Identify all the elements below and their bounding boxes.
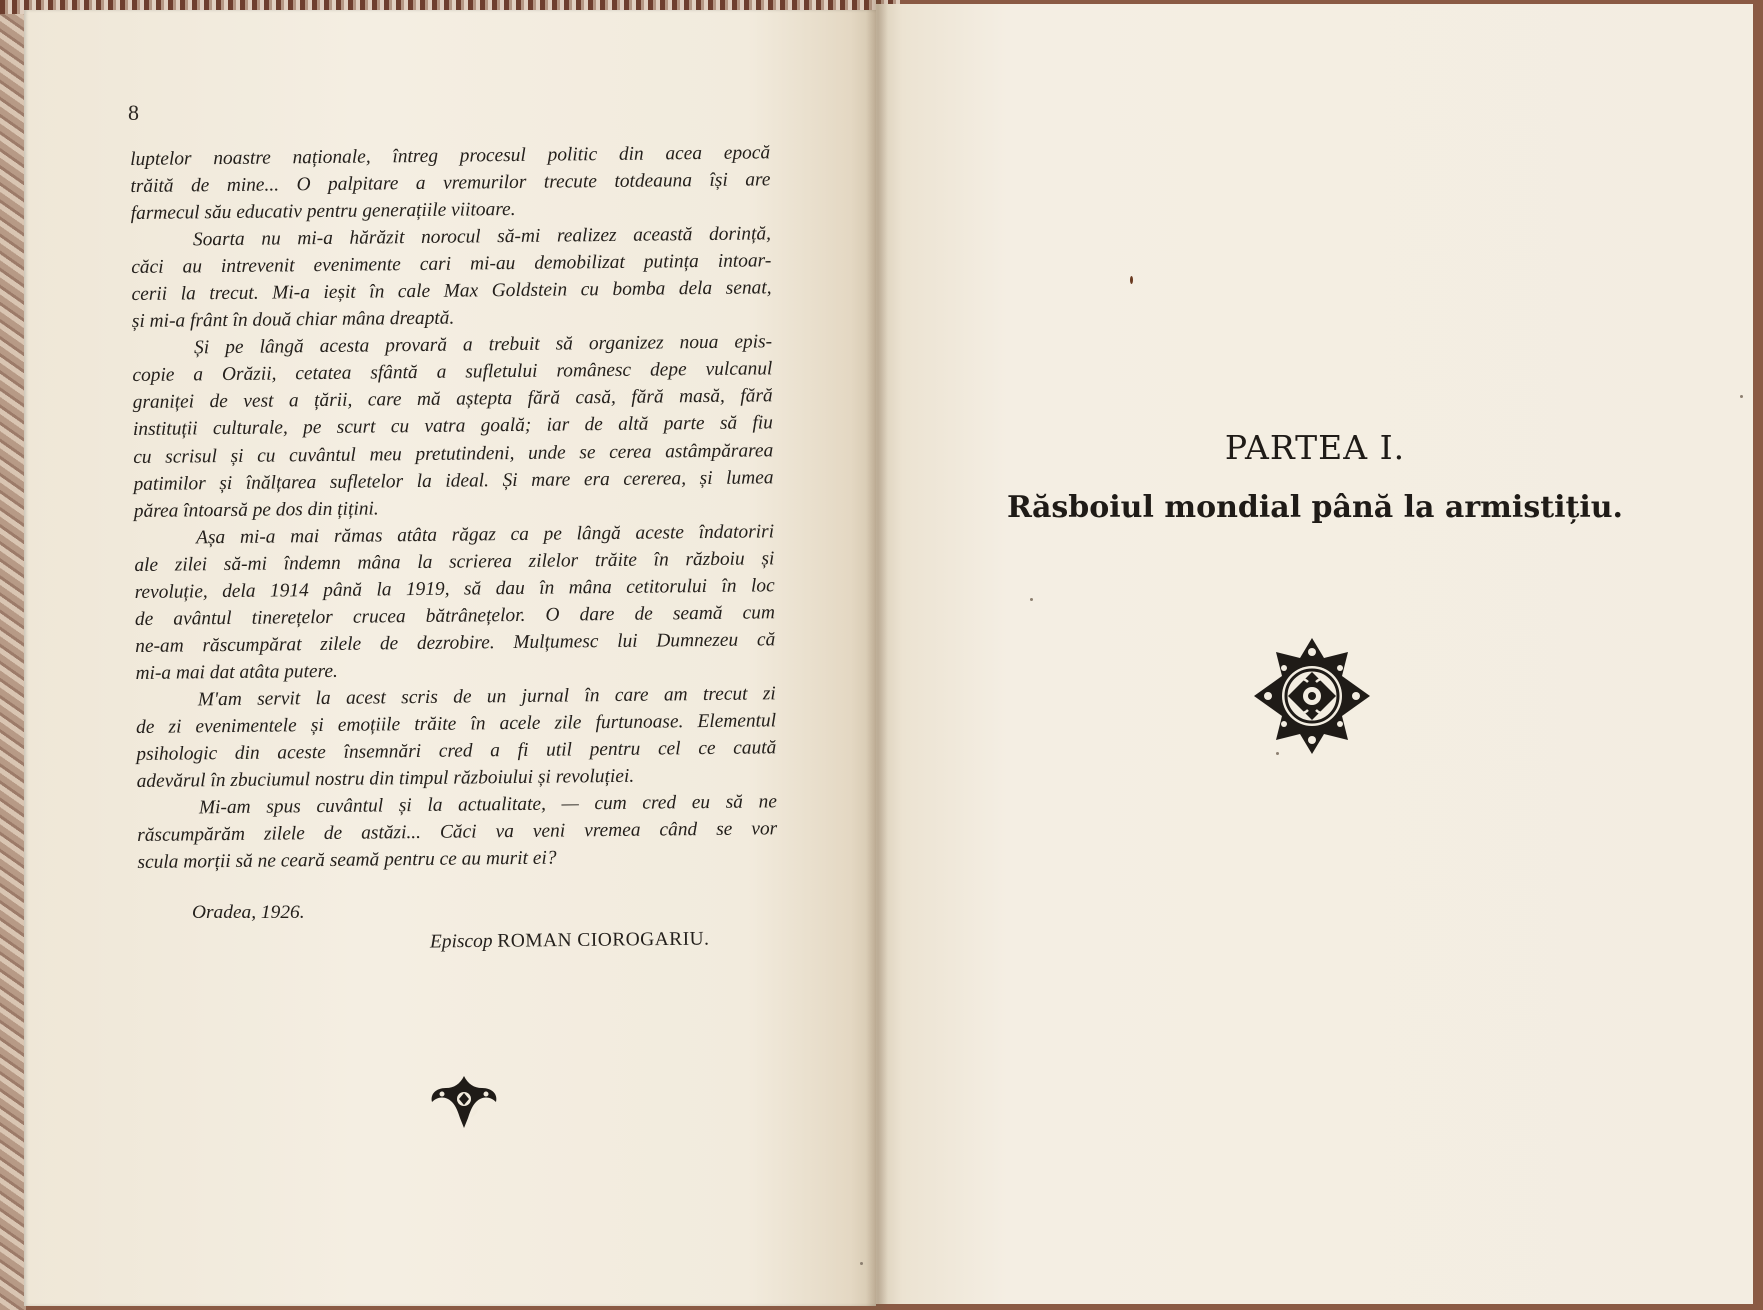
text-line: cu scrisul și cu cuvântul meu pretutindeni, unde se cerea astâmpărarea: [133, 439, 774, 468]
rosette-ornament-icon: [1250, 634, 1374, 758]
text-line: ne-am răscumpărat zilele de dezrobire. Mulțumesc lui Dumnezeu că: [135, 629, 776, 657]
text-line: farmecul său educativ pentru generațiile viitoare.: [130, 199, 516, 225]
text-line: și mi-a frânt în două chiar mâna dreaptă.: [131, 307, 455, 333]
paper-speck: [860, 1262, 863, 1265]
text-line: Soarta nu mi-a hărăzit norocul să-mi realizez această dorință,: [192, 223, 772, 251]
text-line: trăită de mine... O palpitare a vremurilor trecute totdeauna își are: [130, 169, 771, 198]
text-line: adevărul în zbuciumul nostru din timpul războiului și revoluției.: [136, 765, 635, 793]
text-line: scula morții să ne ceară seamă pentru ce au murit ei?: [137, 847, 557, 874]
text-line: patimilor și înălțarea sufletelor la ideal. Și mare era cererea, și lumea: [133, 466, 774, 495]
text-line: de avântul tinerețelor crucea bătrânețelor. O dare de seamă cum: [134, 602, 776, 630]
text-line: Așa mi-a mai rămas atâta răgaz ca pe lângă aceste îndatoriri: [195, 520, 775, 548]
body-text: [130, 139, 778, 876]
text-line: instituții culturale, pe scurt cu vatra goală; iar de altă parte să fiu: [132, 412, 774, 441]
book-gutter: [866, 0, 888, 1310]
signature-name: ROMAN CIOROGARIU.: [497, 928, 710, 952]
text-line: luptelor noastre naționale, întreg procesul politic din acea epocă: [130, 142, 771, 170]
page-number: 8: [128, 100, 139, 125]
signature-role: Episcop: [429, 930, 493, 953]
text-line: ale zilei să-mi îndemn mâna la scrierea zilelor trăite în războiu și: [134, 547, 775, 576]
text-line: M'am servit la acest scris de un jurnal în care am trecut zi: [197, 683, 776, 711]
paper-speck: [1740, 395, 1743, 398]
part-subtitle: Răsboiul mondial până la armistițiu.: [1007, 490, 1623, 525]
fleuron-ornament-icon: [428, 1072, 500, 1132]
text-line: de zi evenimentele și emoțiile trăite în acele zile furtunoase. Elementul: [135, 710, 777, 738]
paper-speck: [1030, 598, 1033, 601]
part-title: PARTEA I.: [1224, 428, 1406, 467]
paper-speck: [1276, 752, 1279, 755]
text-line: cerii la trecut. Mi-a ieșit în cale Max Goldstein cu bomba dela senat,: [131, 277, 772, 306]
signature: [430, 929, 710, 954]
text-line: mi-a mai dat atâta putere.: [135, 660, 338, 684]
endpaper-pattern: [0, 0, 26, 1310]
paper-speck: [1130, 276, 1133, 284]
text-line: răscumpărăm zilele de astăzi... Căci va veni vremea când se vor: [137, 818, 778, 847]
text-line: psihologic din aceste însemnări cred a fi util pentru cel ce caută: [136, 737, 777, 765]
text-line: căci au intrevenit evenimente cari mi-au demobilizat putința intoar-: [131, 250, 772, 279]
text-line: părea întoarsă pe dos din țițini.: [133, 498, 379, 522]
text-line: Mi-am spus cuvântul și la actualitate, — cum cred eu să ne: [198, 791, 778, 819]
text-line: revoluție, dela 1914 până la 1919, să dau în mâna cetitorului în loc: [134, 575, 775, 603]
text-line: Și pe lângă acesta provară a trebuit să organizez noua epis-: [194, 331, 773, 359]
dateline: Oradea, 1926.: [192, 902, 305, 923]
text-line: copie a Orăzii, cetatea sfântă a sufletului românesc depe vulcanul: [132, 358, 773, 387]
text-line: graniței de vest a țării, care mă aștepta fără casă, fără masă, fără: [132, 385, 773, 414]
